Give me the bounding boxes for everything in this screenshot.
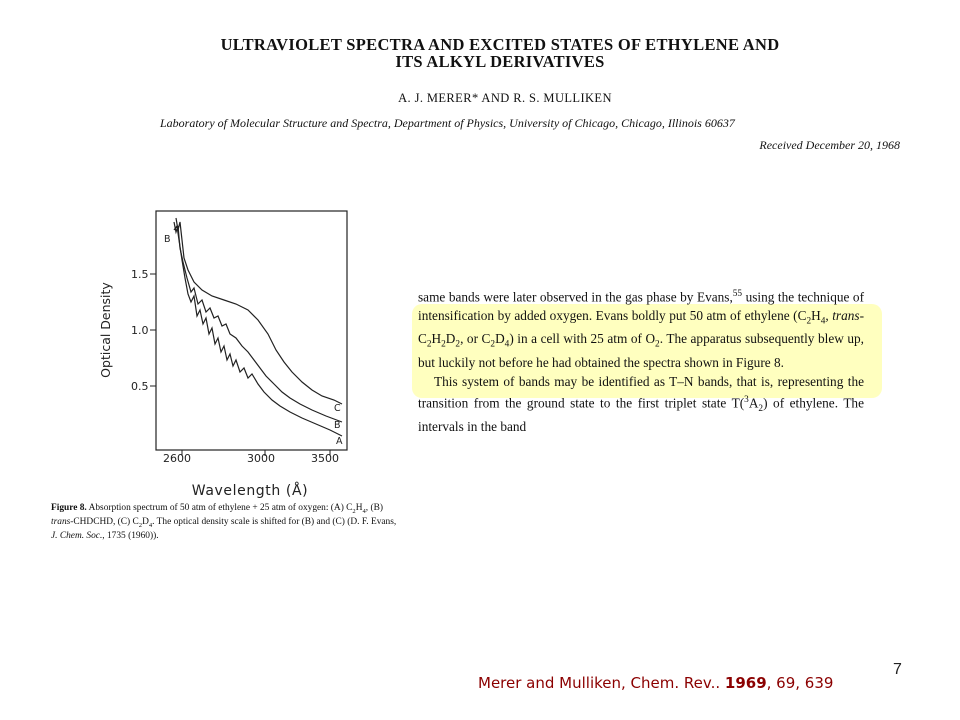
slide-citation: Merer and Mulliken, Chem. Rev.. 1969, 69, 639 [478, 674, 834, 692]
paragraph-tn-bands: This system of bands may be identified as T–N bands, that is, representing the transition from the ground state to the first triplet state $T(^3A_2)$ of ethylene. The intervals in the band [418, 373, 864, 435]
received-date: Received December 20, 1968 [759, 138, 900, 152]
plot-frame [156, 211, 347, 450]
y-tick-label: 1.5 [131, 268, 149, 281]
x-axis-label: Wavelength (Å) [191, 483, 309, 499]
spectrum-curve-c [176, 218, 342, 404]
x-tick-label: 3500 [311, 452, 339, 465]
body-text [418, 285, 864, 436]
curve-label-b: B [334, 420, 341, 431]
spectrum-plot [90, 200, 400, 500]
y-axis-label: Optical Density [98, 282, 113, 378]
paper-affiliation: Laboratory of Molecular Structure and Spectra, Department of Physics, University of Chicago, Chicago, Illinois 60637 [160, 116, 735, 130]
curve-label-top-b: B [164, 234, 171, 245]
spectrum-curve-a [174, 226, 342, 436]
spectrum-curve-b [174, 222, 342, 422]
y-tick-label: 1.0 [131, 324, 149, 337]
paragraph-evans: same bands were later observed in the gas phase by Evans,$^{55}$ using the technique of intensification by added oxygen. Evans boldly put 50 atm of ethylene ($C_2H_4$, trans-$C_2H_2D_2$, or $C_2D_4$) in a cell with 25 atm of $O_2$. The apparatus subsequently blew up, but luckily not before he had obtained the spectra shown in Figure 8. [418, 289, 865, 371]
paper-title [0, 36, 960, 70]
figure-caption: Figure 8. Absorption spectrum of 50 atm of ethylene + 25 atm of oxygen: (A) $C_2H_4$, (B) trans-CHDCHD, (C) $C_2D_4$. The optical density scale is shifted for (B) and (C) (D. F. Evans, J. Chem. Soc., 1735 (1960)). [51, 503, 397, 542]
caption-label: Figure 8. [51, 503, 87, 513]
paper-authors: A. J. MERER* AND R. S. MULLIKEN [398, 91, 612, 105]
curve-label-a: A [336, 436, 343, 447]
slide-page-number: 7 [893, 661, 902, 678]
paper-title-line1: ULTRAVIOLET SPECTRA AND EXCITED STATES OF ETHYLENE AND [220, 35, 780, 54]
figure-8 [90, 200, 400, 500]
curve-label-c: C [334, 403, 341, 414]
x-tick-label: 3000 [247, 452, 275, 465]
paper-title-line2: ITS ALKYL DERIVATIVES [395, 52, 605, 71]
x-tick-label: 2600 [163, 452, 191, 465]
y-tick-label: 0.5 [131, 380, 149, 393]
